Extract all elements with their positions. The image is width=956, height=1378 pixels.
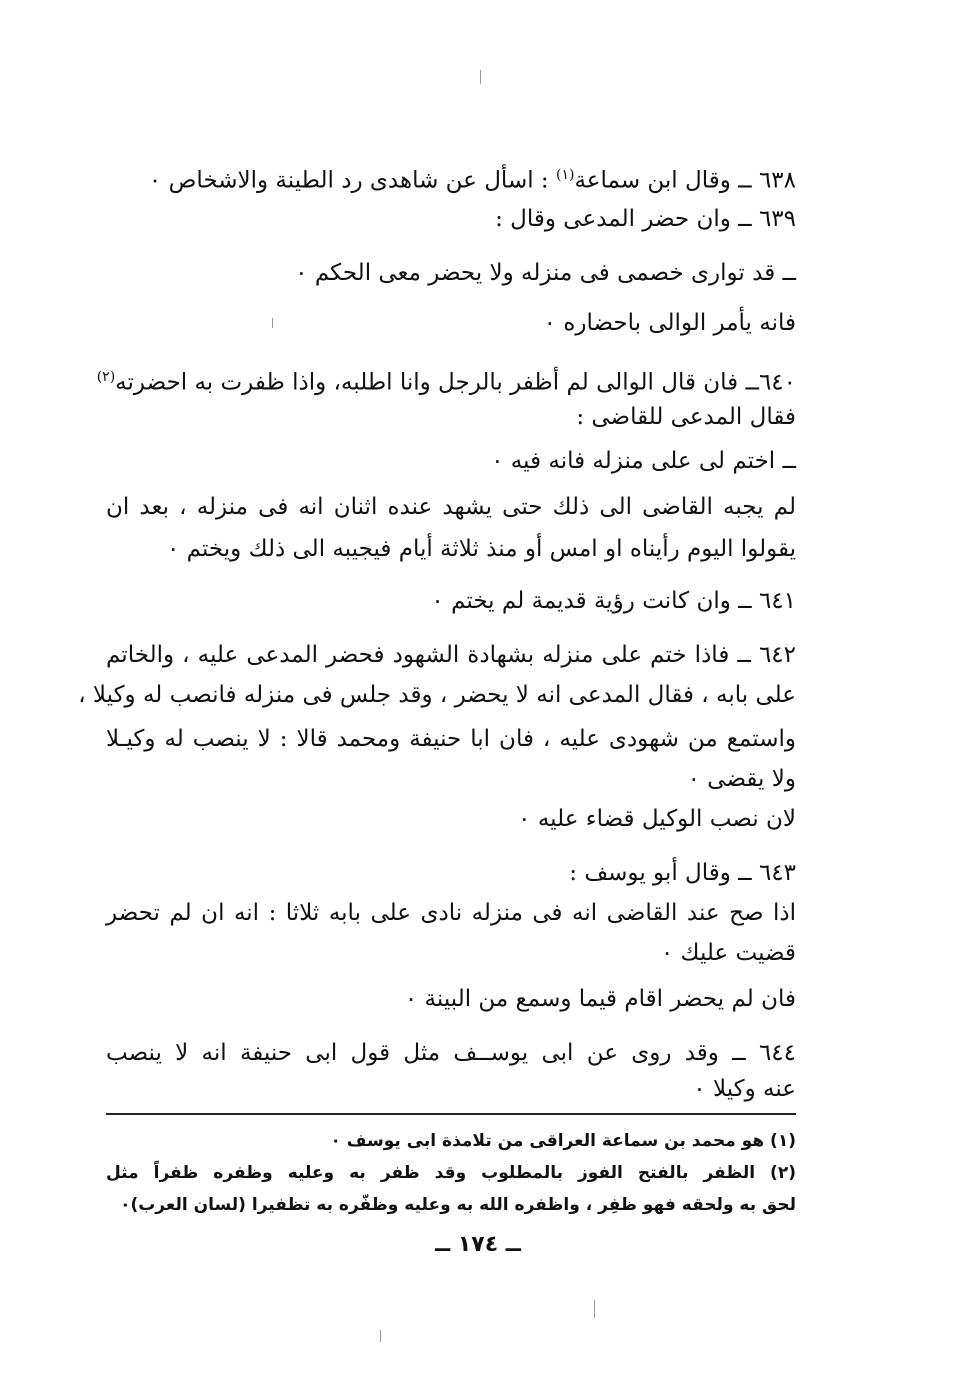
line-639-ruling: فانه يأمر الوالى باحضاره ٠ — [543, 310, 796, 336]
line-639: ٦٣٩ ــ وان حضر المدعى وقال : — [495, 206, 796, 232]
line-641: ٦٤١ ــ وان كانت رؤية قديمة لم يختم ٠ — [431, 588, 796, 614]
main-text — [78, 0, 796, 1110]
line-643: ٦٤٣ ــ وقال أبو يوسف : — [569, 860, 796, 886]
scan-speck — [272, 318, 273, 328]
line-644-2: عنه وكيلا ٠ — [693, 1076, 796, 1102]
line-642-1: ٦٤٢ ــ فاذا ختم على منزله بشهادة الشهود فحضر المدعى عليه ، والخاتم — [106, 642, 796, 668]
footnote-ref-2: (٢) — [96, 369, 116, 385]
line-640-b: فقال المدعى للقاضى : — [576, 404, 796, 430]
footnote-2-cont: لحق به ولحقه فهو ظفِر ، واظفره الله به وعليه وظفّره به تظفيرا (لسان العرب)٠ — [120, 1195, 796, 1215]
line-639-quote: ــ قد توارى خصمى فى منزله ولا يحضر معى الحكم ٠ — [295, 260, 796, 286]
line-643-3: فان لم يحضر اقام قيما وسمع من البينة ٠ — [404, 986, 796, 1012]
line-642-4: ولا يقضى ٠ — [687, 766, 796, 792]
line-642-reason: لان نصب الوكيل قضاء عليه ٠ — [518, 806, 796, 832]
line-643-1: اذا صح عند القاضى انه فى منزله نادى على بابه ثلاثا : انه ان لم تحضر — [106, 900, 796, 926]
line-640-ruling-1: لم يجبه القاضى الى ذلك حتى يشهد عنده اثنان انه فى منزله ، بعد ان — [106, 494, 796, 520]
line-640-quote: ــ اختم لى على منزله فانه فيه ٠ — [491, 448, 796, 474]
scan-speck — [380, 1330, 381, 1342]
line-642-3: واستمع من شهودى عليه ، فان ابا حنيفة ومحمد قالا : لا ينصب له وكيـلا — [106, 726, 796, 752]
footnote-2: (٢) الظفر بالفتح الفوز بالمطلوب وقد ظفر به وعليه وظفره ظفراً مثل — [106, 1163, 796, 1183]
scan-speck — [480, 70, 481, 84]
footnote-divider — [106, 1113, 796, 1115]
footnote-ref-1: (١) — [555, 167, 575, 183]
footnote-1: (١) هو محمد بن سماعة العراقى من تلامذة ابى يوسف ٠ — [330, 1131, 796, 1151]
line-642-2: على بابه ، فقال المدعى انه لا يحضر ، وقد جلس فى منزله فانصب له وكيلا ، — [78, 682, 796, 708]
text-segment: ٦٤٠ــ فان قال الوالى لم أظفر بالرجل وانا اطلبه، واذا ظفرت به احضرته — [115, 369, 796, 396]
line-640 — [96, 362, 796, 398]
line-638 — [106, 160, 796, 196]
line-643-2: قضيت عليك ٠ — [660, 940, 796, 966]
text-segment: ٦٣٨ ــ وقال ابن سماعة — [574, 167, 796, 194]
line-640-ruling-2: يقولوا اليوم رأيناه او امس أو منذ ثلاثة أيام فيجيبه الى ذلك ويختم ٠ — [166, 536, 796, 562]
text-segment: : اسأل عن شاهدى رد الطينة والاشخاص ٠ — [148, 167, 556, 194]
page-number: ــ ١٧٤ ــ — [435, 1232, 521, 1257]
line-644-1: ٦٤٤ ــ وقد روى عن ابى يوســف مثل قول ابى حنيفة انه لا ينصب — [106, 1040, 796, 1066]
scan-speck — [594, 1300, 595, 1318]
